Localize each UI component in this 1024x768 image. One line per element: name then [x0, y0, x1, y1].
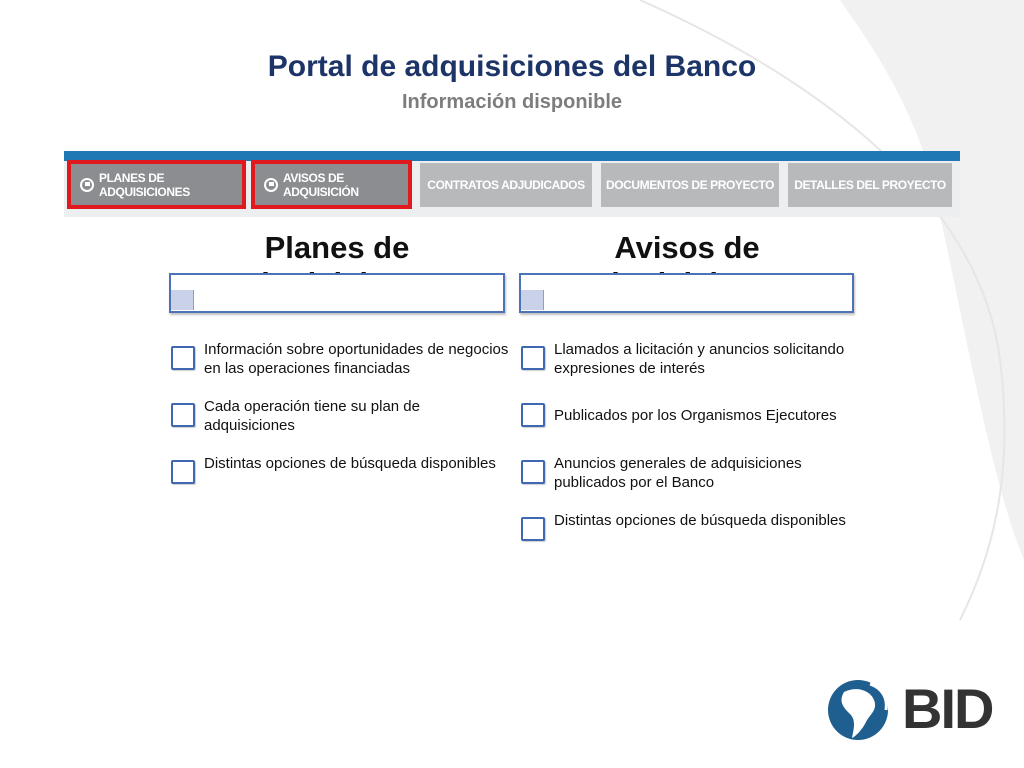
tab-label: AVISOS DE ADQUISICIÓN	[283, 171, 359, 199]
list-item: Publicados por los Organismos Ejecutores	[554, 407, 837, 424]
tab-detalles-del-proyecto[interactable]	[788, 163, 952, 207]
list-item: Anuncios generales de adquisiciones publicados por el Banco	[554, 455, 802, 491]
tab-label: DETALLES DEL PROYECTO	[794, 178, 946, 192]
tab-contratos-adjudicados[interactable]	[420, 163, 592, 207]
list-item: Distintas opciones de búsqueda disponibles	[554, 512, 846, 529]
list-item: Información sobre oportunidades de negocios en las operaciones financiadas	[204, 341, 509, 377]
tab-label: PLANES DE ADQUISICIONES	[99, 171, 190, 199]
list-item: Distintas opciones de búsqueda disponibles	[204, 455, 496, 472]
checkbox-icon	[521, 346, 545, 370]
highlight-box-planes	[67, 160, 246, 209]
checkbox-icon	[521, 460, 545, 484]
bid-globe-icon	[826, 678, 902, 742]
list-item: Llamados a licitación y anuncios solicitando expresiones de interés	[554, 341, 845, 377]
box-corner-marker	[521, 290, 544, 310]
page-subtitle: Información disponible	[401, 91, 622, 113]
checkbox-icon	[171, 403, 195, 427]
planes-heading: Planes de	[264, 230, 410, 265]
box-corner-marker	[171, 290, 194, 310]
avisos-search-box[interactable]	[519, 273, 854, 313]
page-title: Portal de adquisiciones del Banco	[267, 50, 757, 83]
planes-search-box[interactable]	[169, 273, 505, 313]
avisos-heading: Avisos de	[614, 230, 760, 265]
checkbox-icon	[171, 346, 195, 370]
checkbox-icon	[521, 403, 545, 427]
highlight-box-avisos	[251, 160, 412, 209]
checkbox-icon	[171, 460, 195, 484]
list-item: Cada operación tiene su plan de adquisiciones	[204, 398, 420, 434]
bid-logo-text: BID	[902, 677, 993, 740]
tab-label: DOCUMENTOS DE PROYECTO	[605, 178, 775, 192]
checkbox-icon	[521, 517, 545, 541]
tab-label: CONTRATOS ADJUDICADOS	[427, 178, 585, 192]
tab-documentos-de-proyecto[interactable]	[601, 163, 779, 207]
